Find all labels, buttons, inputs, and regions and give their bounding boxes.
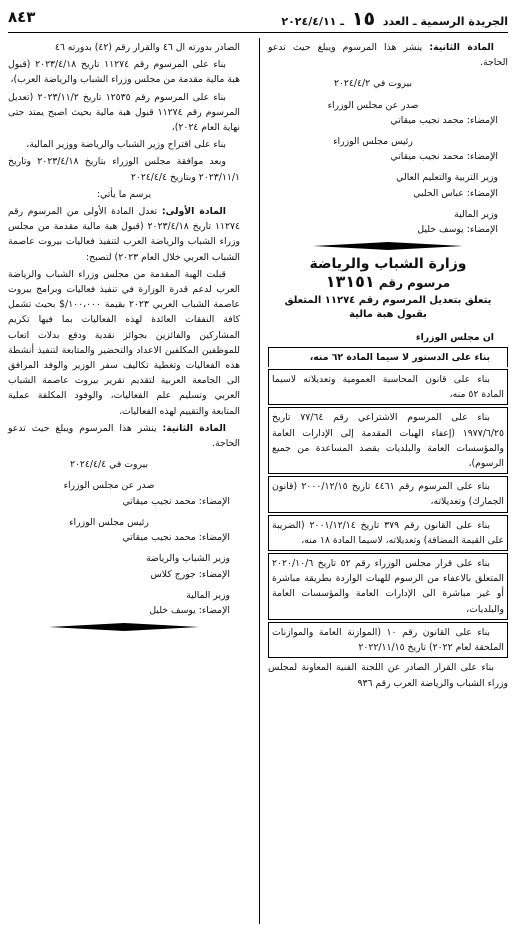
ministry-title: وزارة الشباب والرياضة: [309, 256, 467, 273]
page-header: [8, 6, 508, 32]
ornament-divider: [49, 622, 199, 632]
basis-item: بناء على قانون المحاسبة العمومية وتعديلاته لاسيما المادة ٥٢ منه،: [268, 369, 508, 405]
gazette-name: الجريدة الرسمية ـ العدد: [382, 15, 508, 28]
header-rule: [8, 32, 508, 33]
article-1-body: قبلت الهبة المقدمة من مجلس وزراء الشباب والرياضة العرب لدعم قدرة الوزارة في تنفيذ فعاليات وبرامج بيروت عاصمة الشباب العربي ٢٠٢٣ بقيمة ١٠٠،٠٠٠/$ بحيث تشمل كافة النفقات العائدة لهذه الفعاليات بما فيها تكريم المشاركين والفائزين بجوائز نقدية ودفع بدلات اتعاب للموظفين المكلفين الاعداد والتحضير والمتابعة لتنفيذ أنشطة هذه الفعاليات وتغطية تكاليف سفر الوزير والوفد المرافق الى الجامعة العربية لتقديم تقرير بيروت عاصمة الشباب العربي وتسليم علم الفعاليات، والوفود المكلفة عملية المتابعة والتقييم لهذه الفعاليات.: [8, 268, 240, 417]
signature-line: صدر عن مجلس الوزراء: [63, 480, 155, 492]
signature-line: الإمضاء: محمد نجيب ميقاتي: [122, 532, 230, 544]
decree-subject: يتعلق بتعديل المرسوم رقم ١١٢٧٤ المتعلق بقبول هبة مالية: [284, 294, 492, 320]
basis-item: بناء على اقتراح وزير الشباب والرياضة ووزير المالية،: [26, 139, 226, 151]
signature-line: الإمضاء: يوسف خليل: [417, 224, 498, 236]
signature-line: رئيس مجلس الوزراء: [333, 136, 413, 148]
right-column: [268, 40, 508, 693]
article-text: تعدل المادة الأولى من المرسوم رقم ١١٢٧٤ تاريخ ٢٠٢٣/٤/١٨ (قبول هبة مالية مقدمة من مجلس وزراء الشباب والرياضة العرب لتنفيذ فعاليات بيروت عاصمة الشباب العربي خلال العام ٢٠٢٣) لتصبح:: [8, 206, 240, 263]
article-label: المادة الثانية:: [162, 422, 226, 434]
article-2-paragraph: [8, 421, 240, 451]
basis-item: بناء على المرسوم رقم ١٢٥٣٥ تاريخ ٢٠٢٣/١١/٢ (تعديل المرسوم رقم ١١٢٧٤ قبول هبة مالية بحيث اصبح يمتد حتى نهاية العام ٢٠٢٤)،: [8, 91, 240, 134]
basis-item: بناء على القرار الصادر عن اللجنة الفنية المعاونة لمجلس وزراء الشباب والرياضة العرب رقم ٩٣٦: [268, 662, 508, 689]
basis-constitution: بناء على الدستور لا سيما المادة ٦٢ منه،: [268, 347, 508, 367]
issue-number: ١٥: [351, 8, 376, 30]
ornament-divider: [313, 241, 463, 251]
signature-line: الإمضاء: محمد نجيب ميقاتي: [122, 495, 230, 507]
decrees-line: يرسم ما يأتي:: [96, 188, 152, 200]
article-2-paragraph: [268, 40, 508, 70]
article-label: المادة الأولى:: [161, 206, 226, 218]
signature-line: وزير المالية: [454, 208, 498, 220]
council-line: ان مجلس الوزراء: [415, 331, 494, 343]
article-1-paragraph: [8, 204, 240, 265]
gazette-title: [281, 8, 508, 30]
basis-item: بناء على المرسوم رقم ٤٤٦١ تاريخ ٢٠٠٠/١٢/١٥ (قانون الجمارك) وتعديلاته،: [268, 476, 508, 512]
basis-item: بناء على قرار مجلس الوزراء رقم ٥٢ تاريخ ٢٠٢٠/١٠/٦ المتعلق بالاعفاء من الرسوم للهبات الواردة بطريقة مباشرة أو غير مباشرة الى الإدارات العامة والمؤسسات العامة والبلديات،: [268, 553, 508, 620]
column-divider: [259, 38, 260, 924]
signature-line: الإمضاء: محمد نجيب ميقاتي: [390, 114, 498, 126]
decree-number: [268, 274, 508, 291]
basis-item: بناء على المرسوم رقم ١١٢٧٤ تاريخ ٢٠٢٣/٤/١٨ (قبول هبة مالية مقدمة من مجلس وزراء الشباب والرياضة العرب)،: [8, 59, 240, 86]
article-label: المادة الثانية:: [429, 42, 494, 53]
issue-date: ـ ٢٠٢٤/٤/١١: [281, 15, 344, 28]
signature-line: وزير الشباب والرياضة: [145, 553, 230, 565]
signature-line: الإمضاء: محمد نجيب ميقاتي: [390, 151, 498, 163]
left-column: [8, 40, 240, 636]
decree-prefix: مرسوم رقم: [378, 276, 451, 291]
basis-item: بناء على المرسوم الاشتراعي رقم ٧٧/٦٤ تاريخ ١٩٧٧/٦/٢٥ (إعفاء الهبات المقدمة إلى الإدارات العامة والمؤسسات العامة والبلديات بقصد المساعدة من جميع الرسوم)،: [268, 407, 508, 474]
page-number: ٨٤٣: [8, 8, 36, 26]
signature-line: الإمضاء: عباس الحلبي: [413, 187, 498, 199]
signature-line: الإمضاء: جورج كلاس: [150, 568, 230, 580]
signature-line: رئيس مجلس الوزراء: [69, 516, 149, 528]
approval-paragraph: وبعد موافقة مجلس الوزراء بتاريخ ٢٠٢٣/٤/١٨ وتاريخ ٢٠٢٣/١١/١ وبتاريخ ٢٠٢٤/٤/٤: [8, 156, 240, 183]
signature-line: وزير المالية: [186, 589, 230, 601]
basis-item: بناء على القانون رقم ١٠ (الموازنة العامة والموازنات الملحقة لعام ٢٠٢٢) تاريخ ٢٠٢٢/١١/١٥: [268, 622, 508, 658]
decree-number-value: ١٣١٥١: [325, 272, 375, 292]
signature-line: صدر عن مجلس الوزراء: [327, 99, 419, 111]
article-text: ينشر هذا المرسوم ويبلغ حيث تدعو الحاجة.: [268, 42, 508, 69]
place-date: بيروت في ٢٠٢٤/٤/٢: [333, 78, 413, 90]
article-text: ينشر هذا المرسوم ويبلغ حيث تدعو الحاجة.: [8, 422, 240, 450]
place-date: بيروت في ٢٠٢٤/٤/٤: [69, 459, 149, 471]
signature-line: الإمضاء: يوسف خليل: [149, 604, 230, 616]
basis-item: بناء على القانون رقم ٣٧٩ تاريخ ٢٠٠١/١٢/١٤ (الضريبة على القيمة المضافة) وتعديلاته، لاسيما المادة ١٨ منه،: [268, 515, 508, 551]
continued-text: الصادر بدورته ال ٤٦ والقرار رقم (٤٢) بدورته ٤٦: [54, 42, 240, 53]
signature-line: وزير التربية والتعليم العالي: [396, 172, 498, 184]
